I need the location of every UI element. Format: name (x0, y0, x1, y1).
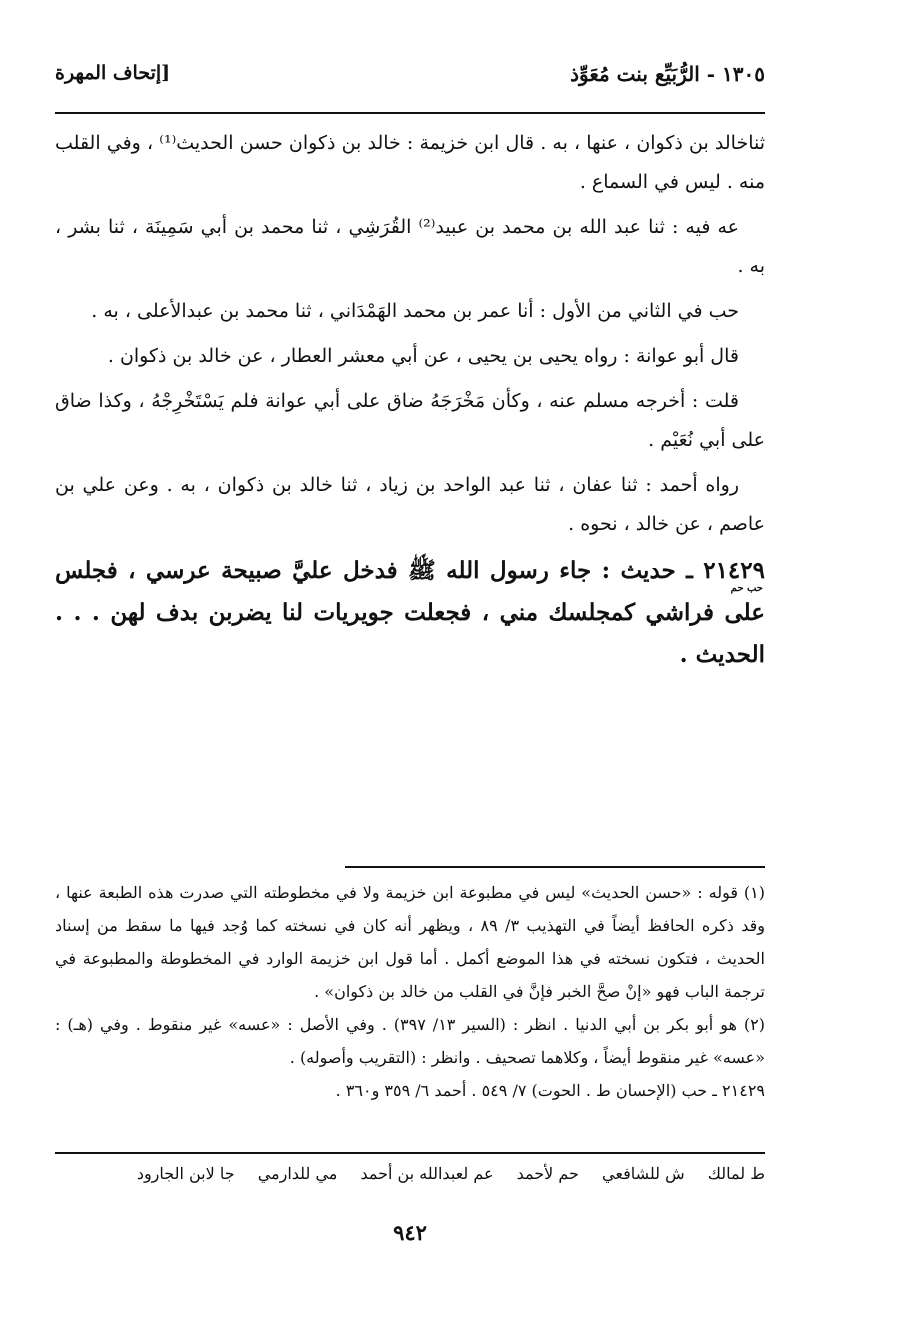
abbr-abdullah: عم لعبدالله بن أحمد (360, 1164, 494, 1183)
paragraph-2: عه فيه : ثنا عبد الله بن محمد بن عبيد⁽²⁾ القُرَشِي ، ثنا محمد بن أبي سَمِينَة ، ثنا بشر ، به . (55, 216, 765, 277)
book-title: [إتحاف المهرة (55, 62, 171, 84)
abbr-shafii: ش للشافعي (602, 1164, 685, 1183)
footnote-1: (١) قوله : «حسن الحديث» ليس في مطبوعة ابن خزيمة ولا في مخطوطته التي صدرت هذه الطبعة عنها ، وقد ذكره الحافظ أيضاً في التهذيب ٣/ ٨٩ ، ويظهر أنه كان في نسخته كما وُجد فيها ما سقط من إسناد الحديث ، فتكون نسخته في هذا الموضع أكمل . أما قول ابن خزيمة الوارد في المخطوطة والمطبوعة في ترجمة الباب فهو «إنْ صحَّ الخبر فإنَّ في القلب من خالد بن ذكوان» . (55, 883, 766, 1001)
footnote-rule (345, 866, 765, 868)
paragraph-5: قلت : أخرجه مسلم عنه ، وكأن مَخْرَجَهُ ضاق على أبي عوانة فلم يَسْتَخْرِجْهُ ، وكذا ضاق على أبي نُعَيْم . (55, 390, 765, 451)
abbr-ahmad: حم لأحمد (516, 1164, 579, 1183)
header-rule (55, 112, 765, 114)
abbreviations-rule (55, 1152, 765, 1154)
hadith-text: ٢١٤٢٩ ـ حديث : جاء رسول الله ﷺ فدخل عليَّ صبيحة عرسي ، فجلس على فراشي كمجلسك مني ، فجعلت جويريات لنا يضربن بدف لهن . . . الحديث . (55, 557, 765, 668)
footnotes (55, 876, 765, 1107)
abbr-darimi: مي للدارمي (257, 1164, 338, 1183)
abbr-jarud: جا لابن الجارود (136, 1164, 235, 1183)
page-number: ٩٤٢ (393, 1220, 427, 1245)
abbreviations-key (55, 1164, 765, 1183)
hadith-sigla: حب حم (730, 583, 763, 594)
paragraph-4: قال أبو عوانة : رواه يحيى بن يحيى ، عن أبي معشر العطار ، عن خالد بن ذكوان . (107, 345, 739, 367)
main-text (55, 124, 765, 682)
footnote-3: ٢١٤٢٩ ـ حب (الإحسان ط . الحوت) ٧/ ٥٤٩ . أحمد ٦/ ٣٥٩ و٣٦٠ . (335, 1081, 765, 1100)
paragraph-1: ثناخالد بن ذكوان ، عنها ، به . قال ابن خزيمة : خالد بن ذكوان حسن الحديث⁽¹⁾ ، وفي القلب منه . ليس في السماع . (55, 132, 766, 193)
footnote-2: (٢) هو أبو بكر بن أبي الدنيا . انظر : (السير ١٣/ ٣٩٧) . وفي الأصل : «عسه» غير منقوط . وفي (هـ) : «عسه» غير منقوط أيضاً ، وكلاهما تصحيف . وانظر : (التقريب وأصوله) . (55, 1015, 765, 1067)
paragraph-3: حب في الثاني من الأول : أنا عمر بن محمد الهَمْدَاني ، ثنا محمد بن عبدالأعلى ، به . (91, 300, 739, 322)
hadith-entry (55, 550, 765, 676)
chapter-title: ١٣٠٥ - الرُّبَيِّع بنت مُعَوِّذ (570, 62, 765, 86)
paragraph-6: رواه أحمد : ثنا عفان ، ثنا عبد الواحد بن زياد ، ثنا خالد بن ذكوان ، به . وعن علي بن عاصم ، عن خالد ، نحوه . (55, 474, 765, 535)
running-header (55, 62, 765, 102)
abbr-malik: ط لمالك (707, 1164, 765, 1183)
